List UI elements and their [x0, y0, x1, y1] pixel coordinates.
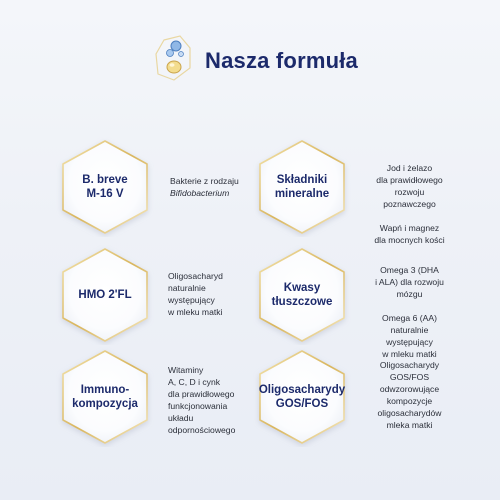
hex-card-b-breve — [55, 137, 155, 237]
card-title: B. breve M-16 V — [82, 174, 128, 200]
hex-card-immunokompozycja — [55, 347, 155, 447]
description-block: Wapń i magnez dla mocnych kości — [374, 223, 445, 245]
capsule-drops-icon — [150, 34, 194, 84]
hex-card-kwasy-tluszczowe — [252, 245, 352, 345]
description-text: Bakterie z rodzaju — [170, 176, 239, 186]
card-description — [362, 252, 457, 360]
description-block: Omega 3 (DHA i ALA) dla rozwoju mózgu — [375, 265, 444, 299]
card-title: HMO 2'FL — [78, 289, 132, 301]
description-italic-text: Bifidobacterium — [170, 188, 230, 198]
card-title: Oligosacharydy GOS/FOS — [258, 384, 346, 410]
card-description — [170, 175, 239, 199]
description-block: Omega 6 (AA) naturalnie występujący w mleku matki — [382, 313, 437, 359]
description-block: Jod i żelazo dla prawidłowego rozwoju poznawczego — [376, 163, 443, 209]
hex-card-hmo — [55, 245, 155, 345]
card-description — [362, 150, 457, 246]
card-description: Witaminy A, C, D i cynk dla prawidłowego funkcjonowania układu odpornościowego — [168, 365, 236, 435]
card-title: Kwasy tłuszczowe — [271, 282, 333, 308]
card-title: Składniki mineralne — [274, 174, 330, 200]
hex-card-oligosacharydy — [252, 347, 352, 447]
header — [0, 0, 500, 110]
card-title: Immuno- kompozycja — [72, 384, 138, 410]
page-title: Nasza formuła — [205, 48, 358, 73]
hex-card-skladniki-mineralne — [252, 137, 352, 237]
card-description: Oligosacharydy GOS/FOS odwzorowujące kompozycje oligosacharydów mleka matki — [377, 360, 442, 430]
card-description: Oligosacharyd naturalnie występujący w mleku matki — [168, 271, 223, 317]
